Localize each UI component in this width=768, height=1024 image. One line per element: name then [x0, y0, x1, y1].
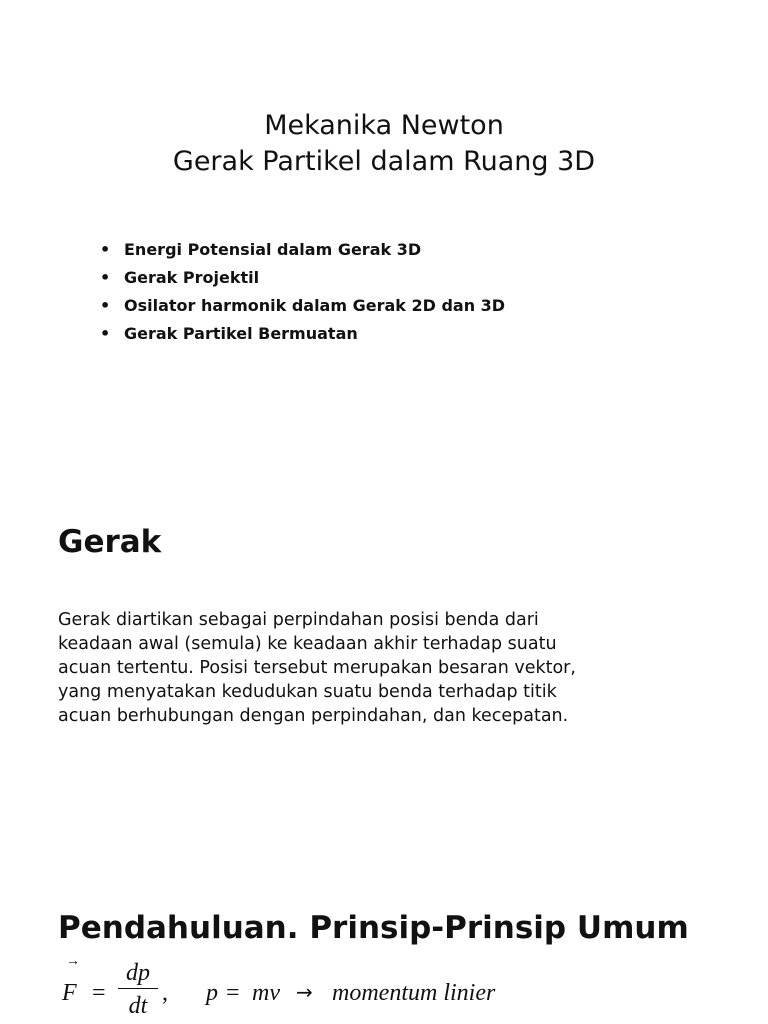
- equals-sign: =: [92, 980, 106, 1006]
- fraction-numerator: dp: [126, 960, 150, 986]
- bullet-text: Energi Potensial dalam Gerak 3D: [124, 240, 422, 259]
- bullet-item: [100, 320, 505, 348]
- title-block: [0, 108, 768, 180]
- paragraph-line: yang menyatakan kedudukan suatu benda terhadap titik: [58, 682, 557, 702]
- topic-bullet-list: [100, 236, 505, 348]
- bullet-text: Osilator harmonik dalam Gerak 2D dan 3D: [124, 296, 506, 315]
- title-slide: [0, 0, 768, 480]
- vector-arrow-icon: →: [66, 954, 80, 969]
- gerak-slide: [0, 500, 768, 880]
- bullet-item: [100, 236, 505, 264]
- bullet-dot-icon: •: [100, 324, 111, 343]
- derivative-fraction: [118, 960, 158, 1019]
- implies-arrow-icon: →: [296, 980, 313, 1004]
- intro-slide: [0, 880, 768, 1024]
- bullet-dot-icon: •: [100, 268, 111, 287]
- bullet-dot-icon: •: [100, 240, 111, 259]
- bullet-item: [100, 292, 505, 320]
- equals-sign-2: =: [226, 980, 240, 1006]
- paragraph-line: acuan berhubungan dengan perpindahan, dan kecepatan.: [58, 706, 569, 726]
- mass-velocity-term: mv: [252, 980, 280, 1006]
- momentum-description: momentum linier: [332, 980, 496, 1006]
- force-symbol: F: [62, 980, 77, 1006]
- fraction-bar: [118, 988, 158, 989]
- bullet-text: Gerak Projektil: [124, 268, 260, 287]
- fraction-denominator: dt: [128, 993, 148, 1019]
- slide-title-line-2: Gerak Partikel dalam Ruang 3D: [172, 146, 596, 177]
- paragraph-line: keadaan awal (semula) ke keadaan akhir terhadap suatu: [58, 634, 557, 654]
- section-heading-pendahuluan: Pendahuluan. Prinsip-Prinsip Umum: [58, 910, 689, 946]
- momentum-symbol: p: [206, 980, 218, 1006]
- force-momentum-formula: [62, 954, 622, 1024]
- paragraph-line: Gerak diartikan sebagai perpindahan posisi benda dari: [58, 610, 539, 630]
- formula-comma: ,: [162, 980, 168, 1006]
- bullet-dot-icon: •: [100, 296, 111, 315]
- bullet-text: Gerak Partikel Bermuatan: [124, 324, 358, 343]
- paragraph-line: acuan tertentu. Posisi tersebut merupakan besaran vektor,: [58, 658, 576, 678]
- section-heading-gerak: Gerak: [58, 524, 162, 560]
- gerak-definition-paragraph: [58, 608, 738, 728]
- bullet-item: [100, 264, 505, 292]
- slide-title-line-1: Mekanika Newton: [264, 110, 504, 141]
